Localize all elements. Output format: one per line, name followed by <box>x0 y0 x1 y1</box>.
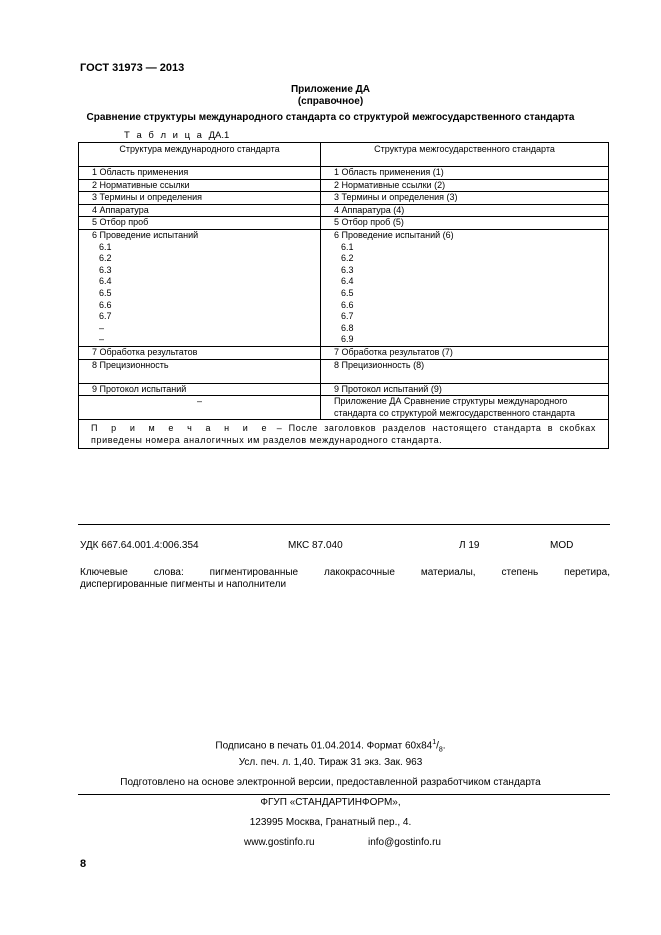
table-label-prefix: Т а б л и ц а <box>124 130 204 141</box>
table-row <box>79 396 609 420</box>
cell-line: 6.9 <box>341 334 354 345</box>
column-header-international: Структура международного стандарта <box>79 143 321 167</box>
cell-line: 6 Проведение испытаний (6) <box>334 229 454 240</box>
cell-left: 8 Прецизионность <box>79 359 321 383</box>
table-row <box>79 346 609 359</box>
mks-code: МКС 87.040 <box>288 540 343 551</box>
cell-line: 6.2 <box>99 253 112 264</box>
cell-line: 6.7 <box>99 311 112 322</box>
appendix-heading <box>0 84 661 108</box>
table-header-row <box>79 143 609 167</box>
cell-line: 6 Проведение испытаний <box>92 229 199 240</box>
table-note <box>79 420 609 449</box>
cell-right <box>321 229 609 346</box>
publisher-address: 123995 Москва, Гранатный пер., 4. <box>249 817 412 828</box>
cell-line: 6.6 <box>341 299 354 310</box>
format-sub: 8 <box>438 746 443 754</box>
cell-left: 4 Аппаратура <box>79 204 321 217</box>
appendix-title: Приложение ДА <box>290 84 371 95</box>
comparison-title: Сравнение структуры международного стандарта со структурой межгосударственного стандарта <box>86 112 575 123</box>
cell-left: 1 Область применения <box>79 167 321 180</box>
table-row <box>79 192 609 205</box>
table-row <box>79 383 609 396</box>
publisher-website[interactable]: www.gostinfo.ru <box>244 837 315 848</box>
cell-left: – <box>79 396 321 420</box>
cell-line: 6.1 <box>99 241 112 252</box>
table-row <box>79 217 609 230</box>
signed-for-print: Подписано в печать 01.04.2014. Формат $60x84^1/_8$. <box>215 739 446 754</box>
table-label-number: ДА.1 <box>208 130 230 141</box>
udk-code: УДК 667.64.001.4:006.354 <box>80 540 199 551</box>
cell-right: 7 Обработка результатов (7) <box>321 346 609 359</box>
cell-line: 6.2 <box>341 253 354 264</box>
cell-line: 6.3 <box>341 264 354 275</box>
page-number: 8 <box>80 858 87 870</box>
cell-line: 6.7 <box>341 311 354 322</box>
cell-line: – <box>99 334 105 345</box>
cell-line: 6.5 <box>99 287 112 298</box>
table-row <box>79 204 609 217</box>
table-row <box>79 179 609 192</box>
cell-right: 5 Отбор проб (5) <box>321 217 609 230</box>
cell-line: 6.4 <box>99 276 112 287</box>
cell-line: 6.4 <box>341 276 354 287</box>
signed-text: Подписано в печать 01.04.2014. Формат 60x84 <box>215 740 433 752</box>
table-label <box>124 130 229 141</box>
format-end: . <box>442 740 446 752</box>
appendix-subtitle: (справочное) <box>297 96 364 107</box>
standard-header: ГОСТ 31973 — 2013 <box>80 62 185 74</box>
cell-left: 2 Нормативные ссылки <box>79 179 321 192</box>
mod-code: MOD <box>550 540 574 551</box>
table-row <box>79 359 609 383</box>
cell-right: 4 Аппаратура (4) <box>321 204 609 217</box>
cell-line: 6.1 <box>341 241 354 252</box>
cell-right: 2 Нормативные ссылки (2) <box>321 179 609 192</box>
cell-left: 9 Протокол испытаний <box>79 383 321 396</box>
l-code: Л 19 <box>459 540 480 551</box>
cell-line: – <box>99 322 105 333</box>
cell-right: 3 Термины и определения (3) <box>321 192 609 205</box>
cell-left: 7 Обработка результатов <box>79 346 321 359</box>
cell-line: 6.5 <box>341 287 354 298</box>
cell-left: 5 Отбор проб <box>79 217 321 230</box>
cell-left: 3 Термины и определения <box>79 192 321 205</box>
keywords-line-2: диспергированные пигменты и наполнители <box>80 579 287 590</box>
cell-right: 1 Область применения (1) <box>321 167 609 180</box>
cell-line: 6.8 <box>341 322 354 333</box>
column-header-interstate: Структура межгосударственного стандарта <box>321 143 609 167</box>
note-prefix: П р и м е ч а н и е <box>91 423 271 434</box>
keywords-line-1: Ключевые слова: пигментированные лакокрасочные материалы, степень перетира, <box>80 567 610 578</box>
cell-line: 6.3 <box>99 264 112 275</box>
section-divider <box>78 524 610 525</box>
note-text: – После заголовков разделов настоящего стандарта в скобках приведены номера аналогичных им разделов международного стандарта. <box>91 423 596 446</box>
publisher-divider <box>78 794 610 795</box>
cell-left <box>79 229 321 346</box>
cell-right: 9 Протокол испытаний (9) <box>321 383 609 396</box>
cell-right: Приложение ДА Сравнение структуры международного стандарта со структурой межгосударственного стандарта <box>321 396 609 420</box>
table-note-row <box>79 420 609 449</box>
format-sup: 1 <box>432 739 437 746</box>
table-row <box>79 229 609 346</box>
publisher-email[interactable]: info@gostinfo.ru <box>368 837 441 848</box>
print-details: Усл. печ. л. 1,40. Тираж 31 экз. Зак. 963 <box>238 757 423 768</box>
cell-line: 6.6 <box>99 299 112 310</box>
comparison-table <box>78 142 609 449</box>
publisher-name: ФГУП «СТАНДАРТИНФОРМ», <box>260 797 401 808</box>
table-row <box>79 167 609 180</box>
prepared-note: Подготовлено на основе электронной версии, предоставленной разработчиком стандарта <box>120 777 541 788</box>
cell-right: 8 Прецизионность (8) <box>321 359 609 383</box>
